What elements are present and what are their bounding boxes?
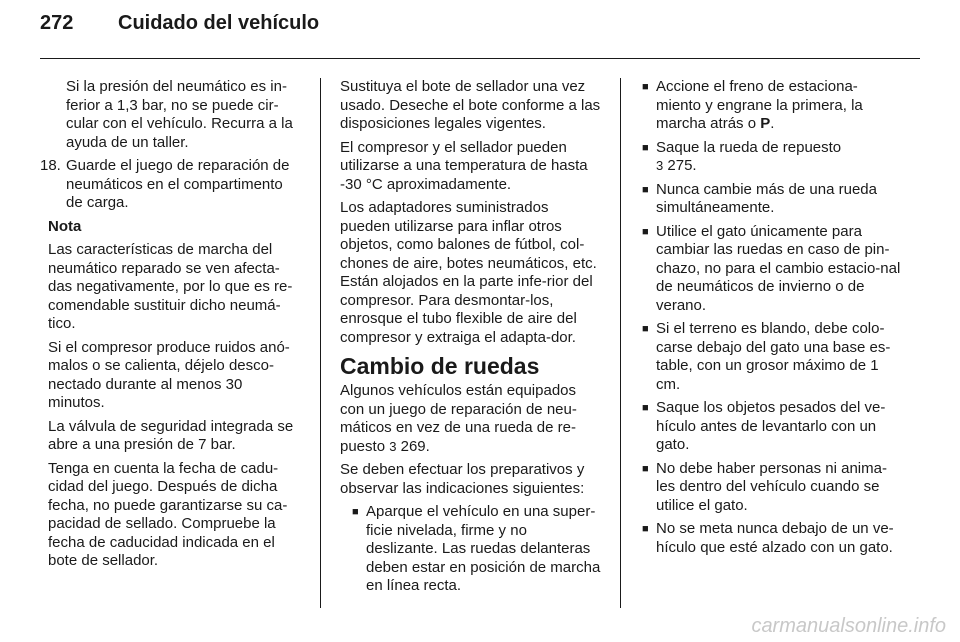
column-3 — [640, 78, 902, 562]
bullet-text: No debe haber personas ni anima-les dentro del vehículo cuando se utilice el gato. — [656, 459, 887, 514]
paragraph: El compresor y el sellador pueden utilizarse a una temperatura de hasta -30 °C aproximadamente. — [340, 138, 588, 193]
bullet-text: Nunca cambie más de una rueda simultáneamente. — [656, 180, 877, 216]
paragraph: Tenga en cuenta la fecha de cadu-cidad del juego. Después de dicha fecha, no puede garantizarse su ca-pacidad de sellado. Compruebe la fecha de caducidad indicada en el bote de sellador. — [48, 459, 288, 569]
page-ref[interactable]: 275. — [667, 157, 697, 174]
bullet-item — [640, 320, 902, 394]
paragraph: La válvula de seguridad integrada se abre a una presión de 7 bar. — [48, 417, 294, 453]
step-number: 18. — [40, 157, 61, 174]
bullet-text: Accione el freno de estaciona-miento y engrane la primera, la marcha atrás o P. — [656, 78, 863, 132]
bullet-text: Aparque el vehículo en una super-ficie nivelada, firme y no deslizante. Las ruedas delanteras deben estar en posición de marcha en línea recta. — [366, 503, 601, 594]
paragraph: Se deben efectuar los preparativos y observar las indicaciones siguientes: — [340, 461, 585, 497]
step-18 — [40, 157, 302, 213]
bullet-square-icon: ■ — [352, 506, 359, 518]
bullet-text: Saque los objetos pesados del ve-hículo antes de levantarlo con un gato. — [656, 399, 886, 453]
page-ref-arrow-icon: 3 — [389, 438, 397, 454]
bullet-text: No se meta nunca debajo de un ve-hículo que esté alzado con un gato. — [656, 520, 894, 556]
bullet-square-icon: ■ — [642, 523, 649, 535]
column-1 — [40, 78, 302, 576]
bullet-square-icon: ■ — [642, 462, 649, 475]
note-block — [40, 218, 302, 571]
page-ref[interactable]: 269. — [400, 437, 430, 455]
page-title: Cuidado del vehículo — [118, 12, 320, 34]
bullet-item — [640, 460, 902, 516]
bullet-item — [640, 399, 902, 455]
step-text: Guarde el juego de reparación de neumáticos en el compartimento de carga. — [66, 157, 290, 211]
paragraph: Los adaptadores suministrados pueden utilizarse para inflar otros objetos, como balones de fútbol, col-chones de aire, botes neumáticos, etc. Están alojados en la parte infe-rior del compresor. Para desmontar-los, enrosque el tubo flexible de aire del compresor y extraiga el adapta-dor. — [340, 199, 597, 346]
step-17-continuation: Si la presión del neumático es in-ferior a 1,3 bar, no se puede cir-cular con el vehículo. Recurra a la ayuda de un taller. — [66, 78, 293, 151]
bullet-item — [640, 520, 902, 557]
bullet-item — [640, 78, 902, 134]
bullet-square-icon: ■ — [642, 81, 649, 93]
header-rule — [40, 58, 920, 59]
column-divider-1 — [320, 78, 321, 608]
bullet-text: Si el terreno es blando, debe colo-carse debajo del gato una base es-table, con un grosor máximo de 1 cm. — [656, 320, 891, 393]
bullet-text: Saque la rueda de repuesto 3 275. — [656, 138, 842, 174]
watermark: carmanualsonline.info — [751, 615, 946, 637]
paragraph: Si el compresor produce ruidos anó-malos o se calienta, déjelo desco-nectado durante al menos 30 minutos. — [48, 338, 290, 411]
page-ref-arrow-icon: 3 — [656, 158, 664, 173]
paragraph-text: Algunos vehículos están equipados con un juego de reparación de neu-máticos en vez de una rueda de re-puesto — [340, 382, 577, 455]
bullet-square-icon: ■ — [642, 225, 649, 238]
bullet-square-icon: ■ — [642, 183, 649, 196]
note-text: Las características de marcha del neumático reparado se ven afecta-das negativamente, por lo que es re-comendable sustituir dicho neumá-tico. — [48, 241, 293, 332]
note-title: Nota — [48, 217, 82, 235]
column-divider-2 — [620, 78, 621, 608]
bullet-item — [640, 223, 902, 316]
bullet-item — [640, 181, 902, 218]
bullet-square-icon: ■ — [642, 402, 649, 414]
paragraph — [340, 382, 602, 456]
bullet-square-icon: ■ — [642, 323, 649, 335]
bullet-item — [340, 503, 602, 596]
page-header — [40, 12, 319, 35]
paragraph: Sustituya el bote de sellador una vez usado. Deseche el bote conforme a las disposiciones legales vigentes. — [340, 78, 601, 132]
gear-p-label: P — [760, 115, 771, 132]
bullet-item — [640, 139, 902, 176]
bullet-text: Utilice el gato únicamente para cambiar las ruedas en caso de pin-chazo, no para el cambio estacio-nal de neumáticos de invierno o de verano. — [656, 222, 901, 314]
bullet-square-icon: ■ — [642, 141, 649, 154]
page-number: 272 — [40, 12, 74, 34]
section-title: Cambio de ruedas — [340, 353, 540, 379]
column-2 — [340, 78, 602, 601]
